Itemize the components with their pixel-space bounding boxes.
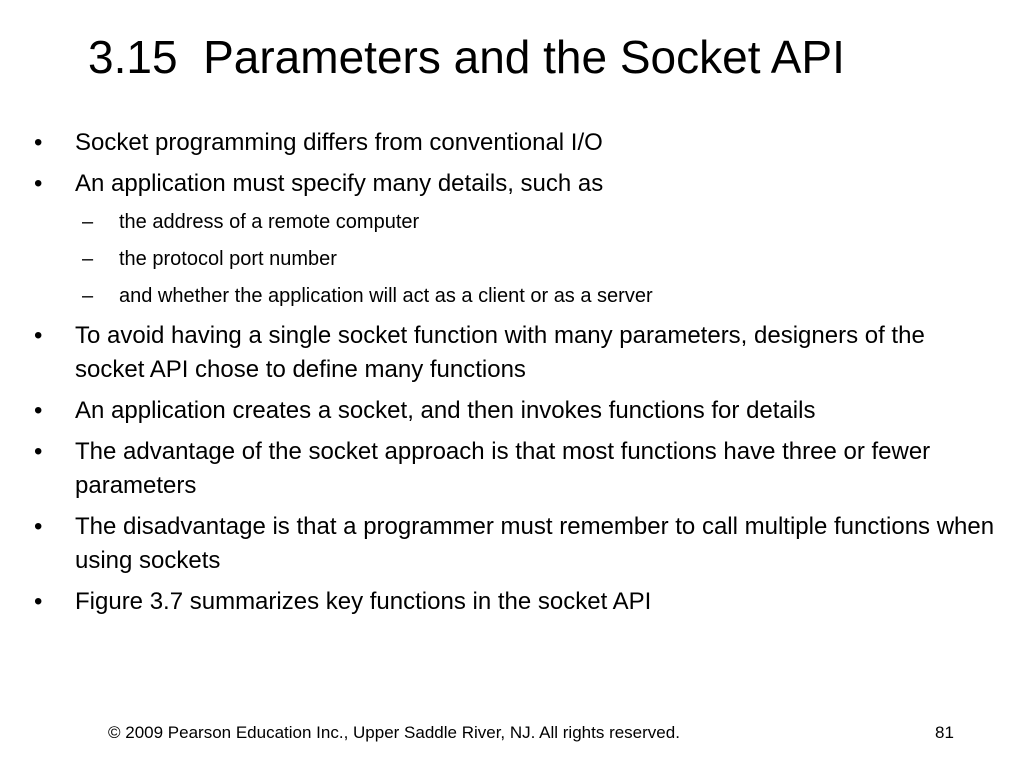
sub-bullet-text: the address of a remote computer	[119, 211, 420, 233]
bullet-item	[30, 510, 1000, 578]
bullet-text: Socket programming differs from conventional I/O	[75, 129, 603, 156]
bullet-marker: •	[34, 397, 43, 424]
bullet-marker: •	[34, 129, 43, 156]
bullet-marker: •	[34, 438, 43, 465]
bullet-text: Figure 3.7 summarizes key functions in the socket API	[75, 588, 652, 615]
bullet-marker: •	[34, 588, 43, 615]
sub-bullet-item	[30, 208, 1000, 236]
page-number: 81	[935, 723, 954, 742]
copyright-notice: © 2009 Pearson Education Inc., Upper Saddle River, NJ. All rights reserved.	[108, 723, 680, 742]
dash-marker: –	[82, 285, 94, 307]
sub-bullet-item	[30, 245, 1000, 273]
slide-title: 3.15 Parameters and the Socket API	[88, 31, 845, 83]
sub-bullet-text: the protocol port number	[119, 248, 337, 270]
dash-marker: –	[82, 211, 94, 233]
bullet-marker: •	[34, 170, 43, 197]
bullet-list	[30, 126, 1000, 626]
bullet-item	[30, 435, 1000, 503]
sub-bullet-text: and whether the application will act as a client or as a server	[119, 285, 653, 307]
dash-marker: –	[82, 248, 94, 270]
bullet-item	[30, 167, 1000, 201]
bullet-text: The advantage of the socket approach is that most functions have three or fewer parameters	[75, 438, 931, 499]
bullet-item	[30, 319, 1000, 387]
bullet-marker: •	[34, 513, 43, 540]
sub-bullet-item	[30, 282, 1000, 310]
bullet-marker: •	[34, 322, 43, 349]
bullet-text: An application creates a socket, and then invokes functions for details	[75, 397, 816, 424]
bullet-item	[30, 126, 1000, 160]
bullet-text: An application must specify many details, such as	[75, 170, 604, 197]
bullet-item	[30, 394, 1000, 428]
bullet-text: To avoid having a single socket function with many parameters, designers of the socket API chose to define many functions	[75, 322, 925, 383]
bullet-item	[30, 585, 1000, 619]
bullet-text: The disadvantage is that a programmer must remember to call multiple functions when using sockets	[75, 513, 995, 574]
